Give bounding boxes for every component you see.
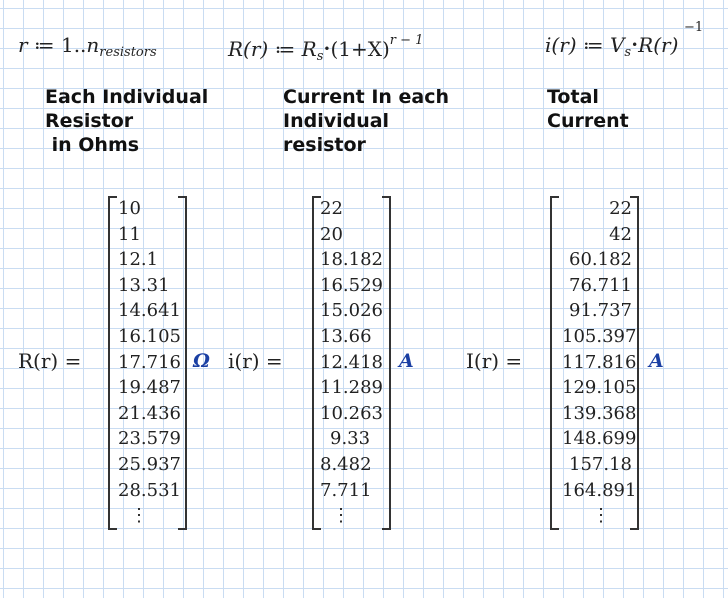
matrix-cell: 28.531 — [118, 479, 181, 501]
heading-line: Resistor — [45, 110, 134, 132]
matrix-cell: 19.487 — [118, 377, 181, 399]
matrix-cell: 11.289 — [320, 377, 383, 399]
matrix-cell: 12.1 — [118, 249, 159, 271]
matrix-cell: 42 — [609, 223, 632, 245]
heading-current[interactable] — [283, 85, 449, 157]
matrix-cell: 105.397 — [562, 325, 637, 347]
matrix-cell: 10.263 — [320, 402, 383, 424]
matrix-cell: ⋮ — [332, 505, 350, 527]
matrix-cell: 9.33 — [330, 428, 371, 450]
heading-line: Current In each — [283, 86, 450, 108]
matrix-cell: 14.641 — [118, 300, 181, 322]
matrix-cell: 157.18 — [569, 453, 632, 475]
i-def-Vs: V — [609, 33, 625, 57]
ohm-unit[interactable]: Ω — [193, 350, 210, 372]
i-def-Vs-sub: s — [624, 45, 632, 60]
matrix-cell: 22 — [320, 198, 343, 219]
ampere-unit[interactable]: A — [649, 350, 664, 372]
matrix-cell: 76.711 — [569, 274, 632, 296]
multiply-dot: • — [631, 38, 639, 52]
range-end-sub: resistors — [99, 45, 157, 60]
matrix-cell: 16.105 — [118, 325, 181, 347]
heading-line: Current — [547, 110, 629, 132]
heading-line: Individual — [283, 110, 390, 132]
R-def-Rs: R — [301, 37, 317, 61]
matrix-cell: 17.716 — [118, 351, 181, 373]
matrix-cell: 117.816 — [562, 351, 637, 373]
assign-op: ≔ — [33, 33, 55, 57]
matrix-cell: 164.891 — [562, 479, 637, 501]
matrix-cell: ⋮ — [130, 505, 148, 527]
i-result-matrix[interactable] — [320, 196, 382, 529]
matrix-cell: 129.105 — [562, 377, 637, 399]
I-matrix-left-bracket — [550, 196, 559, 530]
matrix-cell: 18.182 — [320, 249, 383, 271]
R-def-exponent: r − 1 — [389, 33, 424, 48]
R-def-factor: (1+X) — [330, 37, 390, 61]
matrix-cell: 11 — [118, 223, 141, 245]
heading-resistor[interactable] — [45, 85, 208, 157]
matrix-cell: 13.66 — [320, 325, 372, 347]
matrix-cell: 21.436 — [118, 402, 181, 424]
R-def-lhs: R(r) — [228, 37, 269, 61]
matrix-cell: 13.31 — [118, 274, 170, 296]
matrix-cell: 91.737 — [569, 300, 632, 322]
i-def-R: R(r) — [638, 33, 679, 57]
matrix-cell: 7.711 — [320, 479, 372, 501]
matrix-cell: 148.699 — [562, 428, 637, 450]
R-result-matrix[interactable] — [118, 196, 180, 529]
ampere-unit[interactable]: A — [399, 350, 414, 372]
I-result-matrix[interactable] — [562, 196, 637, 529]
R-def-Rs-sub: s — [316, 49, 324, 64]
range-dots: .. — [73, 33, 87, 57]
heading-total[interactable] — [547, 85, 629, 133]
current-definition[interactable] — [545, 33, 678, 60]
assign-op: ≔ — [582, 33, 604, 57]
matrix-cell: 25.937 — [118, 453, 181, 475]
matrix-cell: 15.026 — [320, 300, 383, 322]
matrix-cell: 10 — [118, 198, 141, 219]
resistance-definition[interactable] — [228, 33, 423, 64]
I-result-label[interactable]: I(r) = — [466, 349, 523, 373]
heading-line: Total — [547, 86, 599, 108]
i-def-exponent: −1 — [684, 20, 704, 35]
i-matrix-right-bracket — [382, 196, 391, 530]
R-result-label[interactable]: R(r) = — [18, 349, 82, 373]
range-start: 1 — [60, 33, 74, 57]
range-end-var: n — [86, 33, 100, 57]
heading-line: resistor — [283, 134, 366, 156]
multiply-dot: • — [323, 42, 331, 56]
matrix-cell: 8.482 — [320, 453, 372, 475]
matrix-cell: 12.418 — [320, 351, 383, 373]
matrix-cell: 16.529 — [320, 274, 383, 296]
matrix-cell: 139.368 — [562, 402, 637, 424]
heading-line: in Ohms — [45, 134, 140, 156]
assign-op: ≔ — [274, 37, 296, 61]
matrix-cell: 20 — [320, 223, 343, 245]
matrix-cell: 60.182 — [569, 249, 632, 271]
R-matrix-left-bracket — [108, 196, 117, 530]
matrix-cell: 22 — [609, 198, 632, 219]
range-var: r — [18, 33, 28, 57]
i-result-label[interactable]: i(r) = — [228, 349, 283, 373]
i-def-lhs: i(r) — [545, 33, 577, 57]
range-definition[interactable] — [18, 33, 157, 60]
heading-line: Each Individual — [45, 86, 209, 108]
matrix-cell: 23.579 — [118, 428, 181, 450]
matrix-cell: ⋮ — [592, 505, 610, 527]
